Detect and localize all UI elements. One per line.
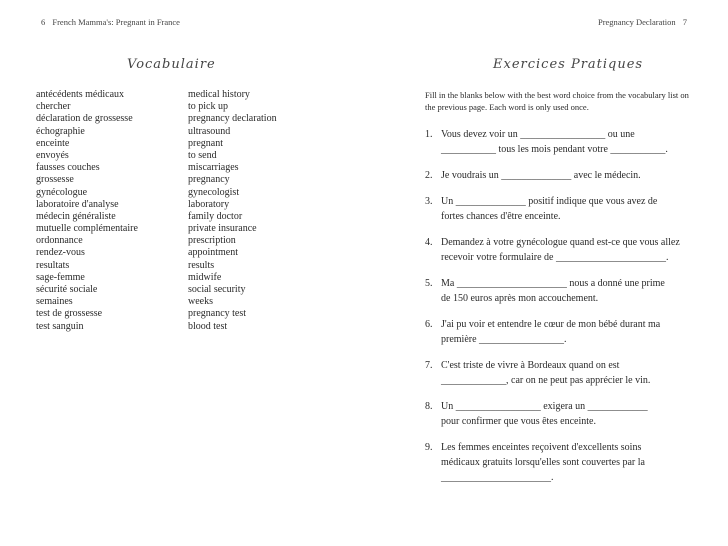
exercise-number: 2. [425, 170, 433, 181]
vocab-english: prescription [188, 235, 236, 247]
vocab-french: grossesse [36, 174, 74, 186]
exercise-number: 4. [425, 237, 433, 248]
vocab-english: ultrasound [188, 125, 231, 137]
vocab-french: mutuelle complémentaire [36, 223, 138, 235]
exercise-item [425, 399, 695, 429]
exercises-section [425, 89, 695, 496]
vocab-french: semaines [36, 296, 73, 308]
exercise-number: 7. [425, 360, 433, 371]
exercise-text: Vous devez voir un _________________ ou une ___________ tous les mois pendant votre ___________. [441, 129, 668, 155]
exercise-item [425, 235, 695, 265]
exercise-item [425, 317, 695, 347]
vocab-english: to pick up [188, 101, 228, 113]
vocab-row [36, 321, 308, 333]
exercise-text: J'ai pu voir et entendre le cœur de mon bébé durant ma première _________________. [441, 319, 661, 345]
vocab-french: enceinte [36, 137, 70, 149]
exercise-text: Ma ______________________ nous a donné une prime de 150 euros après mon accouchement. [441, 278, 665, 304]
vocab-row [36, 162, 308, 174]
vocab-row [36, 113, 308, 125]
exercise-text: Un ______________ positif indique que vous avez de fortes chances d'être enceinte. [441, 196, 658, 222]
vocab-row [36, 126, 308, 138]
exercise-item [425, 440, 695, 485]
vocab-french: médecin généraliste [36, 210, 116, 222]
exercise-number: 6. [425, 319, 433, 330]
vocab-french: sage-femme [36, 271, 85, 283]
exercise-number: 5. [425, 278, 433, 289]
instructions: Fill in the blanks below with the best word choice from the vocabulary list on the previous page. Each word is only used once. [425, 90, 689, 112]
exercise-text: C'est triste de vivre à Bordeaux quand on est _____________, car on ne peut pas apprécier le vin. [441, 360, 651, 386]
vocab-french: laboratoire d'analyse [36, 198, 119, 210]
vocab-row [36, 272, 308, 284]
vocab-row [36, 150, 308, 162]
vocab-row [36, 89, 308, 101]
vocab-row [36, 101, 308, 113]
exercises-heading: Exercices Pratiques [493, 57, 644, 72]
vocab-french: resultats [36, 259, 70, 271]
exercise-text: Un _________________ exigera un ____________ pour confirmer que vous êtes enceinte. [441, 401, 648, 427]
vocab-french: rendez-vous [36, 247, 85, 259]
vocab-french: fausses couches [36, 162, 100, 174]
vocab-french: échographie [36, 125, 85, 137]
vocab-row [36, 308, 308, 320]
book-title: French Mamma's: Pregnant in France [52, 17, 180, 27]
vocab-row [36, 260, 308, 272]
vocab-english: miscarriages [188, 162, 239, 174]
vocabulary-heading: Vocabulaire [127, 57, 216, 72]
vocab-row [36, 247, 308, 259]
vocab-row [36, 138, 308, 150]
vocab-row [36, 174, 308, 186]
vocab-english: medical history [188, 89, 250, 100]
chapter-title: Pregnancy Declaration [597, 17, 676, 27]
vocab-french: chercher [36, 101, 71, 113]
exercise-number: 9. [425, 442, 433, 453]
exercise-item [425, 194, 695, 224]
vocab-row [36, 223, 308, 235]
exercise-item [425, 276, 695, 306]
vocab-french: sécurité sociale [36, 284, 98, 295]
vocab-english: laboratory [188, 198, 230, 210]
vocab-french: déclaration de grossesse [36, 113, 133, 125]
vocab-english: pregnant [188, 137, 223, 149]
vocab-english: midwife [188, 271, 222, 283]
exercise-number: 3. [425, 196, 433, 207]
vocab-english: pregnancy declaration [188, 113, 277, 125]
vocab-english: private insurance [188, 223, 257, 235]
vocab-english: weeks [188, 296, 213, 308]
right-page-header [598, 17, 692, 27]
vocab-row [36, 296, 308, 308]
left-page-number: 6 [41, 17, 46, 27]
vocab-french: test de grossesse [36, 308, 103, 320]
vocab-row [36, 235, 308, 247]
exercise-number: 8. [425, 401, 433, 412]
vocab-english: appointment [188, 247, 238, 259]
vocab-english: social security [188, 284, 246, 295]
exercise-text: Les femmes enceintes reçoivent d'excellents soins médicaux gratuits lorsqu'elles sont couvertes par la ______________________. [441, 442, 645, 483]
exercise-text: Je voudrais un ______________ avec le médecin. [441, 170, 641, 181]
vocab-french: test sanguin [36, 320, 84, 332]
vocab-row [36, 199, 308, 211]
vocab-french: antécédents médicaux [36, 89, 125, 100]
vocab-row [36, 211, 308, 223]
exercise-item [425, 168, 695, 183]
vocab-row [36, 187, 308, 199]
right-page-number: 7 [682, 17, 687, 27]
vocab-english: family doctor [188, 210, 243, 222]
exercise-item [425, 127, 695, 157]
vocab-english: results [188, 259, 215, 271]
vocab-english: pregnancy test [188, 308, 247, 320]
exercise-list [425, 127, 695, 485]
vocab-french: gynécologue [36, 186, 88, 198]
vocab-row [36, 284, 308, 296]
vocab-english: to send [188, 149, 217, 161]
vocab-english: gynecologist [188, 186, 240, 198]
vocab-english: pregnancy [188, 174, 230, 186]
exercise-number: 1. [425, 129, 433, 140]
vocab-english: blood test [188, 320, 228, 332]
vocabulary-list [36, 89, 308, 333]
exercise-item [425, 358, 695, 388]
vocab-french: ordonnance [36, 235, 83, 247]
left-page-header [36, 17, 180, 27]
vocab-french: envoyés [36, 149, 69, 161]
exercise-text: Demandez à votre gynécologue quand est-ce que vous allez recevoir votre formulaire de ______________________. [441, 237, 680, 263]
